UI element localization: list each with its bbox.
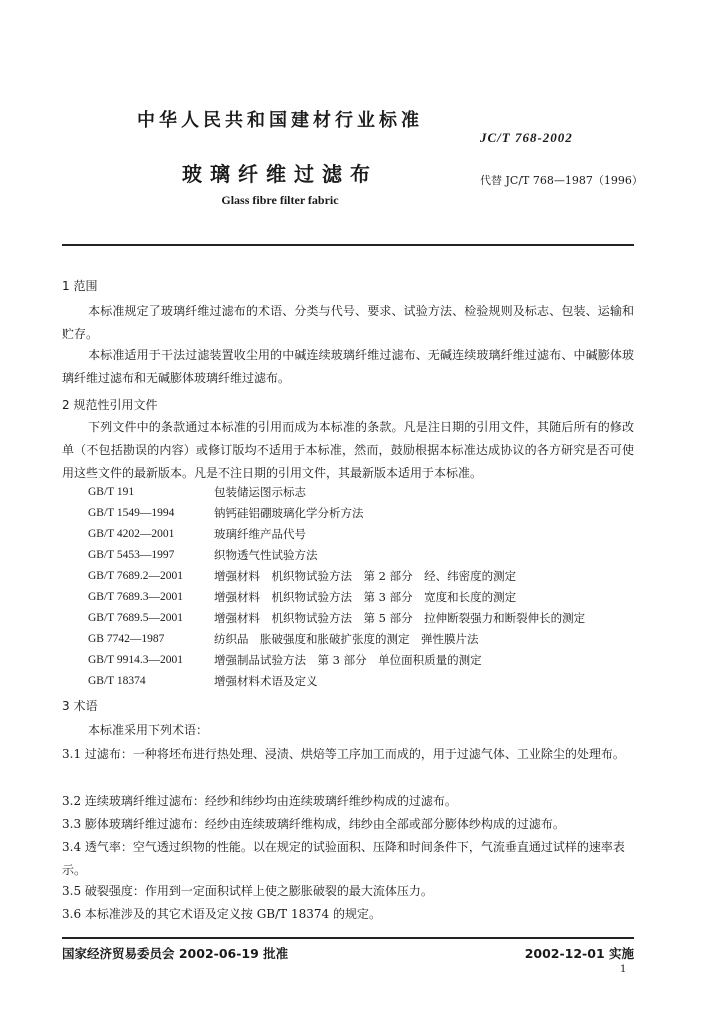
header-rule <box>62 244 634 246</box>
term-definition: 3.6 本标准涉及的其它术语及定义按 GB/T 18374 的规定。 <box>62 907 381 921</box>
reference-code: GB/T 4202—2001 <box>88 528 175 540</box>
reference-title: 增强材料 机织物试验方法 第 2 部分 经、纬密度的测定 <box>214 569 517 583</box>
reference-code: GB/T 9914.3—2001 <box>88 654 183 666</box>
term-definition: 3.3 膨体玻璃纤维过滤布：经纱由连续玻璃纤维构成，纬纱由全部或部分膨体纱构成的过滤布。 <box>62 817 565 831</box>
reference-code: GB/T 7689.3—2001 <box>88 591 183 603</box>
issuing-body-title: 中华人民共和国建材行业标准 <box>137 110 423 131</box>
reference-code: GB 7742—1987 <box>88 633 165 645</box>
reference-title: 增强材料术语及定义 <box>214 674 318 688</box>
scope-paragraph-2: 本标准适用于干法过滤装置收尘用的中碱连续玻璃纤维过滤布、无碱连续玻璃纤维过滤布、中碱膨体玻璃纤维过滤布和无碱膨体玻璃纤维过滤布。 <box>62 348 634 385</box>
term-definition: 3.4 透气率：空气透过织物的性能。以在规定的试验面积、压降和时间条件下，气流垂直通过试样的速率表示。 <box>62 840 625 877</box>
footer-rule <box>62 937 634 939</box>
reference-code: GB/T 7689.2—2001 <box>88 570 183 582</box>
references-intro: 下列文件中的条款通过本标准的引用而成为本标准的条款。凡是注日期的引用文件，其随后所有的修改单（不包括勘误的内容）或修订版均不适用于本标准，然而，鼓励根据本标准达成协议的各方研究是否可使用这些文件的最新版本。凡是不注日期的引用文件，其最新版本适用于本标准。 <box>62 420 634 480</box>
section-heading-terms: 3 术语 <box>62 699 98 713</box>
reference-title: 增强材料 机织物试验方法 第 5 部分 拉伸断裂强力和断裂伸长的测定 <box>214 611 586 625</box>
section-heading-scope: 1 范围 <box>62 279 98 293</box>
document-title: 玻璃纤维过滤布 <box>182 162 378 186</box>
reference-title: 纺织品 胀破强度和胀破扩张度的测定 弹性膜片法 <box>214 632 479 646</box>
replaces-note: 代替 JC/T 768—1987（1996） <box>480 174 643 187</box>
reference-title: 增强制品试验方法 第 3 部分 单位面积质量的测定 <box>214 653 482 667</box>
standard-number: JC/T 768-2002 <box>480 130 573 145</box>
reference-code: GB/T 5453—1997 <box>88 549 175 561</box>
english-title: Glass fibre filter fabric <box>221 193 339 207</box>
reference-title: 钠钙硅铝硼玻璃化学分析方法 <box>214 506 364 520</box>
reference-code: GB/T 1549—1994 <box>88 507 175 519</box>
effective-date: 2002-12-01 实施 <box>524 946 634 961</box>
page-number: 1 <box>620 964 627 975</box>
reference-code: GB/T 7689.5—2001 <box>88 612 183 624</box>
reference-title: 织物透气性试验方法 <box>214 548 318 562</box>
scope-paragraph-1: 本标准规定了玻璃纤维过滤布的术语、分类与代号、要求、试验方法、检验规则及标志、包装、运输和贮存。 <box>62 304 634 341</box>
reference-title: 玻璃纤维产品代号 <box>214 527 306 541</box>
reference-code: GB/T 191 <box>88 486 135 498</box>
reference-title: 包装储运图示标志 <box>214 485 306 499</box>
term-definition: 3.2 连续玻璃纤维过滤布：经纱和纬纱均由连续玻璃纤维纱构成的过滤布。 <box>62 794 457 808</box>
section-heading-references: 2 规范性引用文件 <box>62 398 158 412</box>
term-definition: 3.1 过滤布：一种将坯布进行热处理、浸渍、烘焙等工序加工而成的，用于过滤气体、工业除尘的处理布。 <box>62 747 625 761</box>
terms-intro: 本标准采用下列术语： <box>88 723 209 737</box>
term-definition: 3.5 破裂强度：作用到一定面积试样上使之膨胀破裂的最大流体压力。 <box>62 884 433 898</box>
reference-code: GB/T 18374 <box>88 675 146 687</box>
approval-date: 国家经济贸易委员会 2002-06-19 批准 <box>62 946 289 961</box>
reference-title: 增强材料 机织物试验方法 第 3 部分 宽度和长度的测定 <box>214 590 517 604</box>
